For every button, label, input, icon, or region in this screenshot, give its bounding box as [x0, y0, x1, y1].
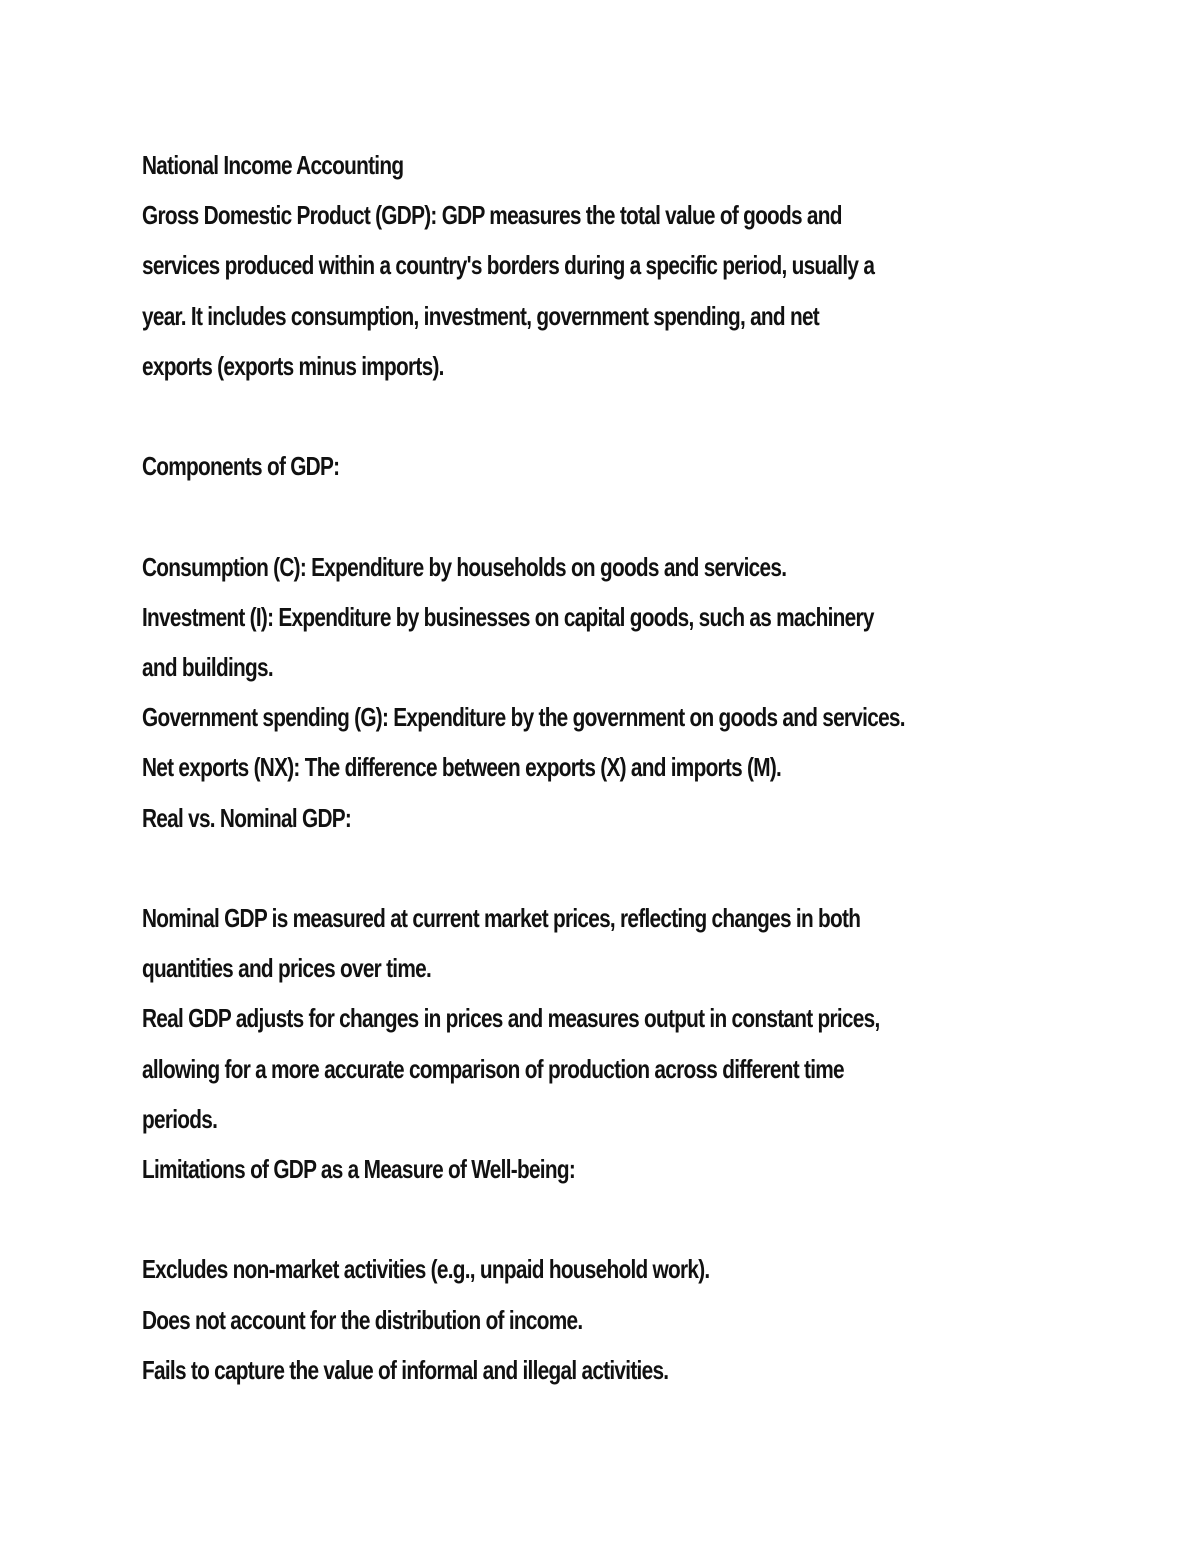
blank-line	[142, 391, 1082, 441]
blank-line	[142, 491, 1082, 541]
limitation-line: Excludes non-market activities (e.g., unpaid household work).	[142, 1254, 710, 1285]
real-nominal-heading: Real vs. Nominal GDP:	[142, 802, 352, 833]
limitation-line: Fails to capture the value of informal and illegal activities.	[142, 1354, 669, 1385]
blank-line	[142, 843, 1082, 893]
limitations-heading: Limitations of GDP as a Measure of Well-being:	[142, 1154, 576, 1185]
component-line: and buildings.	[142, 652, 273, 682]
component-line: Government spending (G): Expenditure by the government on goods and services.	[142, 702, 905, 733]
document-body	[142, 140, 1082, 1395]
limitation-line: Does not account for the distribution of income.	[142, 1304, 583, 1335]
component-line: Net exports (NX): The difference between exports (X) and imports (M).	[142, 752, 782, 783]
gdp-definition-line: exports (exports minus imports).	[142, 350, 444, 381]
real-nominal-line: Real GDP adjusts for changes in prices and measures output in constant prices,	[142, 1003, 880, 1034]
gdp-definition-line: Gross Domestic Product (GDP): GDP measures the total value of goods and	[142, 200, 842, 231]
components-heading: Components of GDP:	[142, 451, 340, 482]
component-line: Consumption (C): Expenditure by households on goods and services.	[142, 551, 787, 582]
real-nominal-line: Nominal GDP is measured at current market prices, reflecting changes in both	[142, 903, 861, 933]
gdp-definition-line: services produced within a country's borders during a specific period, usually a	[142, 250, 875, 281]
real-nominal-line: quantities and prices over time.	[142, 953, 432, 984]
component-line: Investment (I): Expenditure by businesses on capital goods, such as machinery	[142, 601, 874, 632]
real-nominal-line: allowing for a more accurate comparison of production across different time	[142, 1053, 844, 1084]
document-title: National Income Accounting	[142, 150, 404, 180]
gdp-definition-line: year. It includes consumption, investment, government spending, and net	[142, 300, 820, 331]
blank-line	[142, 1194, 1082, 1244]
real-nominal-line: periods.	[142, 1103, 218, 1134]
